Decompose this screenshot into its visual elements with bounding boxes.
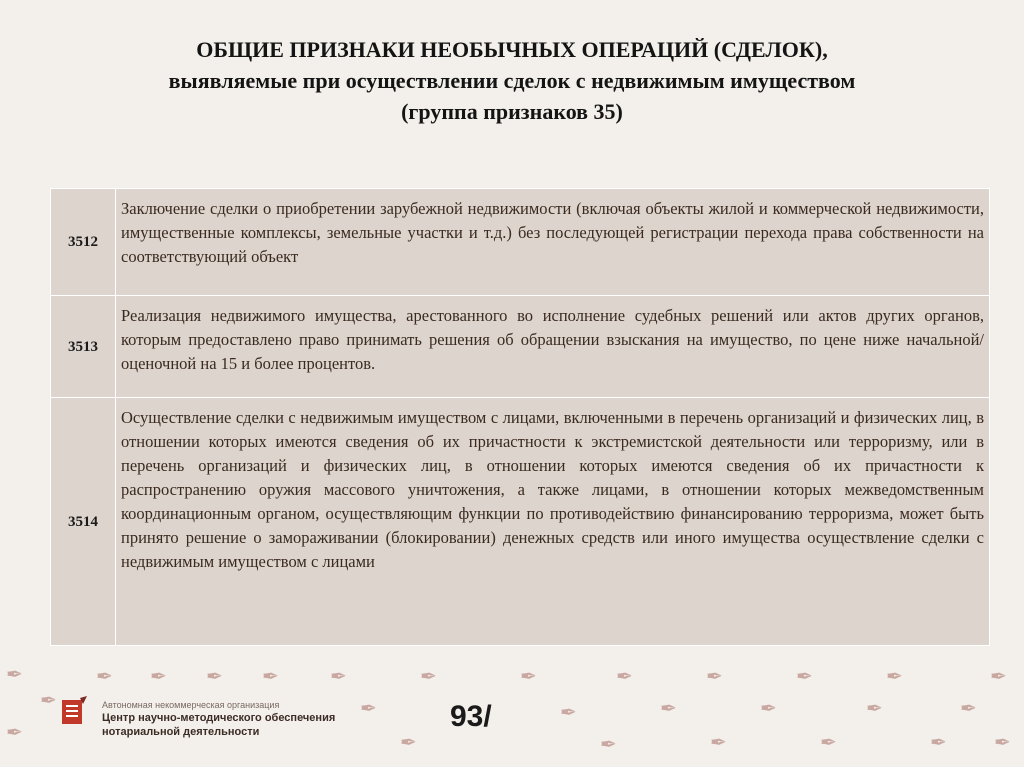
quill-icon: ✒ <box>796 666 813 688</box>
organization-name-line-2: нотариальной деятельности <box>102 726 260 738</box>
title-line-3: (группа признаков 35) <box>401 99 623 124</box>
quill-icon: ✒ <box>990 666 1007 688</box>
signs-table <box>50 188 990 646</box>
sign-description: Заключение сделки о приобретении зарубежной недвижимости (включая объекты жилой и коммерческой недвижимости, имущественные комплексы, земельные участки и т.д.) без последующей регистрации перехода права собственности на соответствующий объект <box>116 189 990 296</box>
quill-icon: ✒ <box>660 698 677 720</box>
quill-icon: ✒ <box>886 666 903 688</box>
organization-name <box>102 711 335 739</box>
organization-name-line-1: Центр научно-методического обеспечения <box>102 712 336 724</box>
quill-icon: ✒ <box>360 698 377 720</box>
quill-icon: ✒ <box>96 666 113 688</box>
sign-code: 3514 <box>51 398 116 646</box>
quill-icon: ✒ <box>262 666 279 688</box>
quill-icon: ✒ <box>6 664 23 686</box>
quill-icon: ✒ <box>706 666 723 688</box>
quill-icon: ✒ <box>994 732 1011 754</box>
quill-icon: ✒ <box>616 666 633 688</box>
quill-icon: ✒ <box>420 666 437 688</box>
quill-icon: ✒ <box>206 666 223 688</box>
quill-icon: ✒ <box>960 698 977 720</box>
table-row <box>51 398 990 646</box>
title-line-2: выявляемые при осуществлении сделок с недвижимым имуществом <box>168 68 856 93</box>
organization-logo <box>62 696 88 726</box>
quill-icon: ✒ <box>150 666 167 688</box>
table-row <box>51 296 990 398</box>
quill-icon: ✒ <box>820 732 837 754</box>
quill-icon: ✒ <box>560 702 577 724</box>
quill-icon: ✒ <box>520 666 537 688</box>
sign-code: 3512 <box>51 189 116 296</box>
quill-icon: ✒ <box>40 690 57 712</box>
quill-icon: ✒ <box>760 698 777 720</box>
title-line-1: ОБЩИЕ ПРИЗНАКИ НЕОБЫЧНЫХ ОПЕРАЦИЙ (СДЕЛОК), <box>196 37 828 62</box>
quill-icon: ✒ <box>600 734 617 756</box>
sign-description: Осуществление сделки с недвижимым имуществом с лицами, включенными в перечень организаций и физических лиц, в отношении которых имеются сведения об их причастности к экстремистской деятельности или терроризму, или в перечень организаций и физических лиц, в отношении которых имеются сведения об их причастности к распространению оружия массового уничтожения, а также лицами, в отношении которых межведомственным координационным органом, осуществляющим функции по противодействию финансированию терроризма, может быть принято решение о замораживании (блокировании) денежных средств или иного имущества осуществление сделки с недвижимым имуществом с лицами <box>116 398 990 646</box>
quill-icon: ✒ <box>710 732 727 754</box>
table-row <box>51 189 990 296</box>
page-number: 93/ <box>450 700 492 733</box>
organization-type: Автономная некоммерческая организация <box>102 700 280 710</box>
quill-icon: ✒ <box>400 732 417 754</box>
quill-icon: ✒ <box>6 722 23 744</box>
quill-icon: ✒ <box>330 666 347 688</box>
slide-title <box>40 34 984 127</box>
quill-icon: ✒ <box>930 732 947 754</box>
quill-icon: ✒ <box>866 698 883 720</box>
sign-code: 3513 <box>51 296 116 398</box>
sign-description: Реализация недвижимого имущества, арестованного во исполнение судебных решений или актов других органов, которым предоставлено право принимать решения об обращении взыскания на имущество, по цене ниже начальной/оценочной на 15 и более процентов. <box>116 296 990 398</box>
